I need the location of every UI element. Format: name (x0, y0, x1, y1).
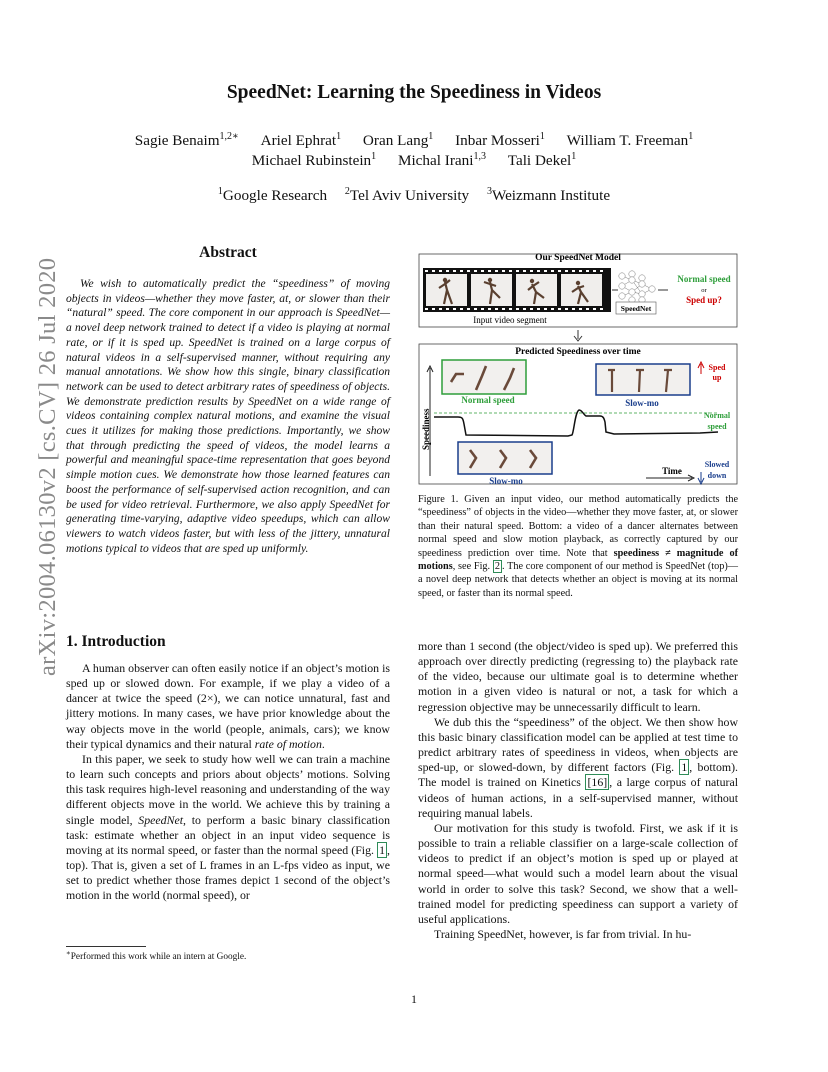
right-label-speed: speed (707, 422, 727, 431)
paper-title: SpeedNet: Learning the Speediness in Videos (226, 82, 602, 103)
affiliation-list (0, 187, 828, 205)
affiliation: $^1$Google Research (217, 186, 328, 204)
figure-1 (418, 246, 738, 486)
x-axis-label: Time (662, 466, 682, 476)
arxiv-identifier: arXiv:2004.06130v2 [cs.CV] 26 Jul 2020 (34, 257, 61, 676)
figure-1-graphic (418, 246, 738, 486)
down-arrow (574, 330, 582, 341)
net-label: SpeedNet (620, 304, 652, 313)
figure-ref-link[interactable]: 2 (494, 561, 500, 573)
author: Inbar Mosseri$^1$ (455, 131, 545, 149)
body-paragraph: We dub this the “speediness” of the object. We then show how this basic binary classification model can be applied at test time to predict arbitrary rates of speediness in videos, when objects are sped-up, or slowed-down, by different factors (Fig. 1 , bottom). The model is trained on Kinetics [16] , a large corpus of natural videos of human actions, in a self-supervised manner, without requiring manual labels. (418, 714, 738, 820)
figure-caption: Figure 1. Given an input video, our method automatically predicts the “speediness” of objects in the video—whether they move faster, at, or slower than their natural speed. Bottom: a video of a dancer alternates between normal speed and slow motion playback, as correctly captured by our speediness prediction over time. Note that speediness ≠ magnitude of motions, see Fig. 2 . The core component of our method is SpeedNet (top)—a novel deep network that detects whether an object is moving at its normal speed, or faster than its normal speed. (418, 494, 738, 599)
sped-up-arrow (698, 362, 704, 374)
right-label-slowed: Slowed (704, 460, 730, 469)
model-title: Our SpeedNet Model (535, 253, 621, 263)
arxiv-sidebar (14, 0, 61, 1072)
intro-text (66, 661, 390, 904)
author: Michal Irani$^{1,3}$ (397, 151, 486, 169)
output-sped-up: Sped up? (686, 295, 722, 305)
prediction-title: Predicted Speediness over time (515, 347, 641, 357)
page-number: 1 (411, 992, 417, 1006)
right-label-normal: Normal (703, 411, 731, 420)
slowmo-frames-top (596, 364, 690, 395)
right-label-up: up (712, 373, 722, 382)
author-list (60, 131, 768, 171)
affiliation: $^2$Tel Aviv University (344, 186, 470, 204)
speediness-curve (434, 410, 718, 436)
citation-link[interactable]: [16] (587, 775, 608, 790)
body-paragraph: more than 1 second (the object/video is sped up). We preferred this approach over directly predicting (regressing to) the playback rate of the video, because our ultimate goal is to determine whether motion in a given video is natural or not, a task for which a regression objective may be unnecessarily difficult to learn. (418, 639, 738, 714)
affiliation: $^3$Weizmann Institute (486, 186, 611, 204)
label-slowmo-top: Slow-mo (625, 398, 659, 408)
body-paragraph: Training SpeedNet, however, is far from trivial. In hu- (434, 926, 692, 941)
body-paragraph: Our motivation for this study is twofold. First, we ask if it is possible to train a reliable classifier on a large-scale collection of videos to predict if an object’s motion is sped up or played at normal speed—what would such a model learn about the visual world in order to solve this task? Second, we show that a well-trained model for predicting speediness can support a variety of useful applications. (418, 820, 738, 926)
output-or: or (701, 287, 707, 294)
intro-heading: 1. Introduction (66, 633, 166, 650)
abstract-heading: Abstract (199, 244, 257, 261)
author: Ariel Ephrat$^1$ (260, 131, 342, 149)
footnote-rule (66, 946, 146, 947)
figure-ref-link[interactable]: 1 (681, 760, 688, 775)
right-column-text (418, 639, 738, 942)
author: William T. Freeman$^1$ (566, 131, 694, 149)
label-slowmo-bottom: Slow-mo (489, 476, 523, 486)
intro-paragraph: In this paper, we seek to study how well we can train a machine to learn such concepts and priors about objects’ motions. Solving this task requires high-level reasoning and understanding of the way different objects move in the world. We achieve this by training a single model, SpeedNet, to perform a basic binary classification task: estimate whether an object in an input video sequence is moving at its normal speed, or faster than the normal speed (Fig. 1 , top). That is, given a set of L frames in an L-fps video as input, we set to predict whether those frames depict 1 second of the object’s motion in the world (normal speed), or (66, 751, 390, 903)
author: Tali Dekel$^1$ (507, 151, 577, 169)
right-label-down: down (707, 471, 727, 480)
footnote: ∗Performed this work while an intern at Google. (66, 949, 247, 962)
slowed-down-arrow (698, 472, 704, 484)
intro-paragraph: A human observer can often easily notice if an object’s motion is sped up or slowed down. For example, if we play a video of a dancer at twice the speed (2×), we can notice unnatural, fast and jittery motions. In many cases, we have prior knowledge about the way objects move in the world (people, animals, cars); we know their typical dynamics and their natural rate of motion. (66, 661, 390, 751)
author: Sagie Benaim$^{1,2∗}$ (134, 131, 239, 149)
label-normal-speed: Normal speed (461, 395, 515, 405)
author: Michael Rubinstein$^1$ (251, 151, 377, 169)
input-label: Input video segment (473, 315, 547, 325)
abstract-text: We wish to automatically predict the “speediness” of moving objects in videos—whether they move faster, at, or slower than their “natural” speed. The core component in our approach is SpeedNet—a novel deep network trained to detect if a video is playing at normal rate, or if it is sped up. SpeedNet is trained on a large corpus of natural videos in a self-supervised manner, without requiring any manual annotations. We show how this single, binary classification network can be used to detect arbitrary rates of speediness of objects. We demonstrate prediction results by SpeedNet on a wide range of videos containing complex natural motions, and examine the visual cues it utilizes for making those predictions. Importantly, we show that through predicting the speed of videos, the model learns a powerful and meaningful space-time representation that goes beyond simple motion cues. We demonstrate how those learned features can boost the performance of self-supervised action recognition, and can be used for video retrieval. Furthermore, we also apply SpeedNet for generating time-varying, adaptive video speedups, which can allow viewers to watch videos faster, but with less of the jittery, unnatural motions typical to videos that are sped up uniformly. (66, 278, 390, 555)
output-normal-speed: Normal speed (677, 274, 731, 284)
figure-ref-link[interactable]: 1 (379, 842, 386, 857)
y-axis-label: Speediness (421, 408, 431, 450)
author: Oran Lang$^1$ (362, 131, 434, 149)
right-label-sped: Sped (708, 363, 726, 372)
speednet-network-icon (619, 271, 655, 303)
